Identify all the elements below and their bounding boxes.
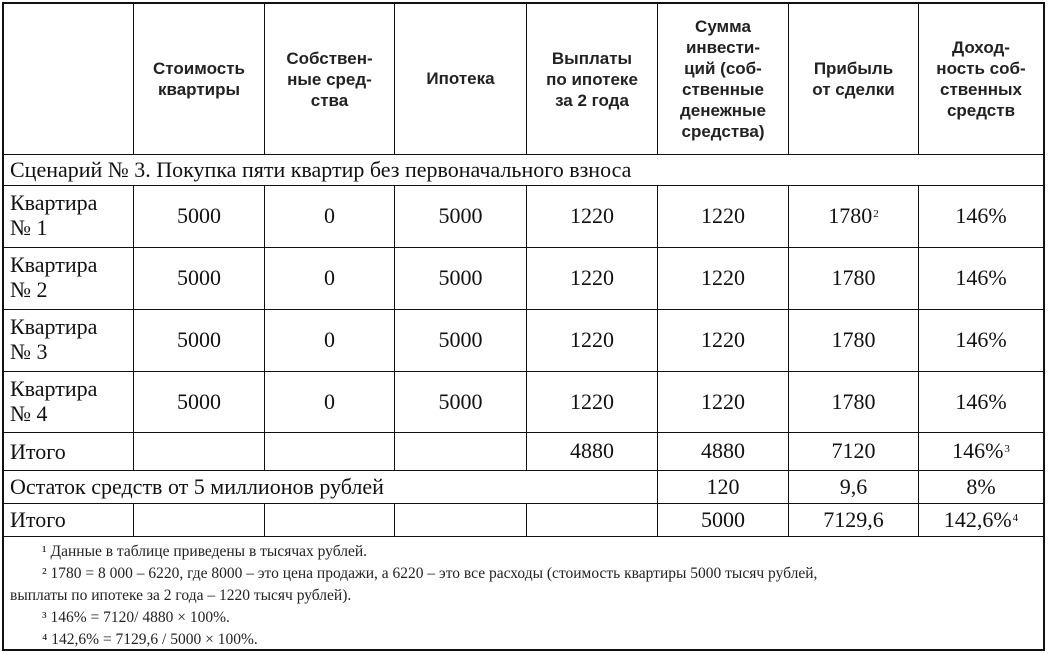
remainder-label: Остаток средств от 5 миллионов рублей [10, 474, 384, 499]
cell-mortgage: 5000 [438, 388, 483, 414]
vrule [526, 503, 527, 536]
remainder-profit: 9,6 [839, 473, 868, 499]
data-table [2, 2, 1045, 651]
vrule [264, 503, 265, 536]
row-label: Квартира № 2 [10, 252, 98, 302]
header-profit: Прибыль от сделки [812, 59, 895, 99]
total-label: Итого [10, 439, 66, 464]
scenario-title: Сценарий № 3. Покупка пяти квартир без первоначального взноса [10, 157, 632, 182]
cell-investment: 1220 [701, 203, 745, 228]
row-label: Квартира № 3 [10, 314, 98, 364]
remainder-investment: 120 [706, 473, 740, 499]
cell-own-funds: 0 [324, 203, 335, 228]
cell-investment: 1220 [701, 265, 745, 290]
cell-profit: 1780 [831, 388, 876, 414]
cell-price: 5000 [177, 327, 221, 352]
cell-own-funds: 0 [324, 265, 335, 290]
footnote-2: ² 1780 = 8 000 – 6220, где 8000 – это цена продажи, а 6220 – это все расходы (стоимость квартиры 5000 тысяч рублей, [42, 565, 818, 582]
total-yield-value: 146% [952, 438, 1004, 463]
header-payments: Выплаты по ипотеке за 2 года [546, 48, 638, 110]
cell-own-funds: 0 [324, 327, 335, 352]
header-price: Стоимость квартиры [153, 59, 245, 99]
cell-yield: 146% [955, 327, 1007, 352]
cell-investment: 1220 [701, 327, 745, 352]
header-investment: Сумма инвести- ций (соб- ственные денежные средства) [679, 17, 767, 141]
cell-payments: 1220 [570, 265, 614, 290]
footnote-mark: 2 [873, 208, 879, 220]
cell-profit: 1780 [831, 327, 876, 352]
cell-price: 5000 [177, 388, 221, 414]
cell-profit [789, 185, 918, 247]
rule-total2-bottom [4, 536, 1043, 537]
grand-total-yield [919, 503, 1043, 536]
cell-payments: 1220 [570, 327, 614, 352]
header-own-funds: Собствен- ные сред- ства [286, 48, 373, 110]
cell-payments: 1220 [570, 388, 614, 414]
cell-mortgage: 5000 [438, 327, 483, 352]
row-label: Квартира № 1 [10, 190, 98, 240]
header-yield: Доход- ность соб- ственных средств [936, 38, 1026, 120]
grand-total-yield-value: 142,6% [943, 506, 1012, 532]
cell-mortgage: 5000 [438, 265, 483, 290]
footnote-mark: 4 [1012, 511, 1019, 524]
footnote-1: ¹ Данные в таблице приведены в тысячах рублей. [42, 543, 368, 560]
cell-price: 5000 [177, 265, 221, 290]
cell-investment: 1220 [701, 388, 745, 414]
cell-own-funds: 0 [324, 388, 335, 414]
grand-total-profit: 7129,6 [823, 506, 884, 532]
footnotes [4, 541, 1043, 651]
grand-total-label: Итого [10, 507, 66, 532]
cell-yield: 146% [955, 265, 1007, 290]
footnote-3: ³ 146% = 7120/ 4880 × 100%. [42, 609, 230, 626]
cell-payments: 1220 [570, 203, 614, 228]
total-payments: 4880 [570, 438, 614, 463]
cell-profit: 1780 [831, 265, 876, 290]
rule-header-bottom [4, 154, 1043, 155]
vrule [394, 503, 395, 536]
cell-profit-value: 1780 [828, 203, 873, 228]
grand-total-investment: 5000 [701, 506, 745, 532]
total-profit: 7120 [831, 438, 876, 463]
cell-yield: 146% [955, 388, 1007, 414]
remainder-yield: 8% [966, 473, 996, 499]
cell-price: 5000 [177, 203, 221, 228]
total-investment: 4880 [701, 438, 745, 463]
cell-yield: 146% [955, 203, 1007, 228]
header-mortgage: Ипотека [426, 69, 495, 88]
cell-mortgage: 5000 [438, 203, 483, 228]
footnote-mark: 3 [1004, 443, 1010, 455]
footnote-4: ⁴ 142,6% = 7129,6 / 5000 × 100%. [42, 631, 258, 648]
total-yield [919, 432, 1043, 470]
footnote-2-cont: выплаты по ипотеке за 2 года – 1220 тысяч рублей). [10, 587, 352, 604]
vrule [133, 503, 134, 536]
row-label: Квартира № 4 [10, 376, 98, 426]
